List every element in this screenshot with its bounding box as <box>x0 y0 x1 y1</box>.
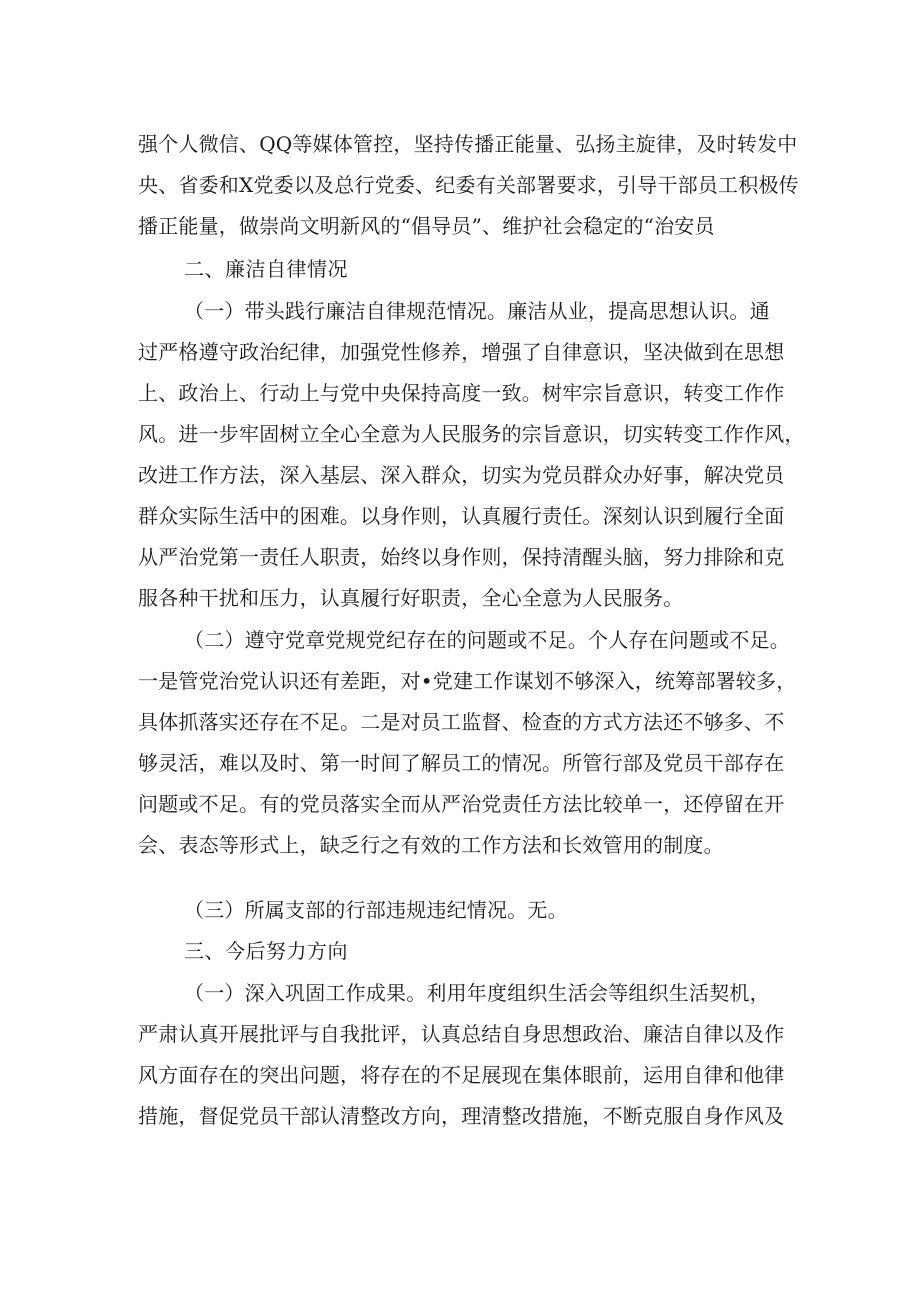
text-line-content: 服各种干扰和压力，认真履行好职责，全心全意为人民服务。 <box>138 586 684 610</box>
text-line-content: 一是管党治党认识还有差距，对•党建工作谋划不够深入，统筹部署较多， <box>138 669 797 693</box>
text-line <box>0 417 920 451</box>
section-heading-text: 二、廉洁自律情况 <box>184 257 348 281</box>
text-line-content: 风。进一步牢固树立全心全意为人民服务的宗旨意识，切实转变工作作风， <box>138 422 805 446</box>
text-line-content: 央、省委和X党委以及总行党委、纪委有关部署要求，引导干部员工积极传 <box>138 173 799 197</box>
text-line-content: 播正能量，做崇尚文明新风的“倡导员”、维护社会稳定的“治安员 <box>138 214 715 238</box>
section-heading <box>0 934 920 968</box>
text-line <box>0 1099 920 1133</box>
text-line-content: （二）遵守党章党规党纪存在的问题或不足。个人存在问题或不足。 <box>184 628 790 652</box>
text-line-content: 上、政治上、行动上与党中央保持高度一致。树牢宗旨意识，转变工作作 <box>138 381 785 405</box>
text-line-content: 问题或不足。有的党员落实全而从严治党责任方法比较单一，还停留在开 <box>138 792 785 816</box>
text-line-content: 措施，督促党员干部认清整改方向，理清整改措施，不断克服自身作风及 <box>138 1104 785 1128</box>
text-line-content: 够灵活，难以及时、第一时间了解员工的情况。所管行部及党员干部存在 <box>138 751 785 775</box>
text-line-content: 会、表态等形式上，缺乏行之有效的工作方法和长效管用的制度。 <box>138 833 724 857</box>
text-line <box>0 335 920 369</box>
text-line-content: 群众实际生活中的困难。以身作则，认真履行责任。深刻认识到履行全面 <box>138 504 785 528</box>
text-line <box>0 976 920 1010</box>
text-line-content: 具体抓落实还存在不足。二是对员工监督、检查的方式方法还不够多、不 <box>138 710 785 734</box>
text-line <box>0 294 920 328</box>
text-line-content: 严肃认真开展批评与自我批评，认真总结自身思想政治、廉洁自律以及作 <box>138 1022 785 1046</box>
text-line <box>0 1017 920 1051</box>
section-heading-text: 三、今后努力方向 <box>184 939 348 963</box>
text-line-content: （一）深入巩固工作成果。利用年度组织生活会等组织生活契机， <box>184 981 770 1005</box>
text-line-content: 强个人微信、QQ等媒体管控，坚持传播正能量、弘扬主旋律，及时转发中 <box>138 132 798 156</box>
text-line <box>0 1058 920 1092</box>
text-line <box>0 787 920 821</box>
text-line <box>0 499 920 533</box>
text-line-content: 过严格遵守政治纪律，加强党性修养，增强了自律意识，坚决做到在思想 <box>138 340 785 364</box>
text-line <box>0 581 920 615</box>
text-line <box>0 893 920 927</box>
text-line-content: 改进工作方法，深入基层、深入群众，切实为党员群众办好事，解决党员 <box>138 463 785 487</box>
text-line <box>0 127 920 161</box>
text-line-content: 从严治党第一责任人职责，始终以身作则，保持清醒头脑，努力排除和克 <box>138 545 785 569</box>
text-line <box>0 705 920 739</box>
section-heading <box>0 252 920 286</box>
text-line <box>0 540 920 574</box>
text-line-content: 风方面存在的突出问题，将存在的不足展现在集体眼前，运用自律和他律 <box>138 1063 785 1087</box>
text-line <box>0 168 920 202</box>
text-line <box>0 746 920 780</box>
text-line-content: （三）所属支部的行部违规违纪情况。无。 <box>184 898 568 922</box>
text-line <box>0 828 920 862</box>
text-line <box>0 458 920 492</box>
text-line <box>0 376 920 410</box>
text-line <box>0 664 920 698</box>
text-line-content: （一）带头践行廉洁自律规范情况。廉洁从业，提高思想认识。通 <box>184 299 770 323</box>
text-line <box>0 623 920 657</box>
text-line <box>0 209 920 243</box>
